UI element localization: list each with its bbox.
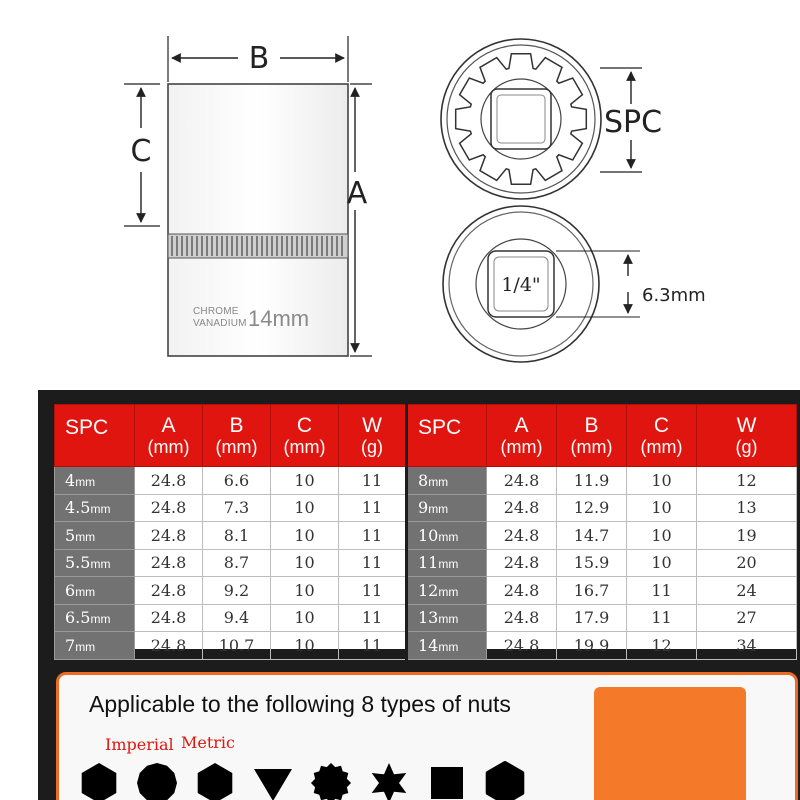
value-cell-w: 11 [339,494,407,522]
spc-cell [407,494,487,522]
spc-unit: mm [438,529,459,544]
dodecagon-icon [137,763,177,800]
spc-value: 9 [418,498,429,518]
header-c-left: C (mm) [271,405,339,467]
spc-value: 11 [418,553,439,573]
value-cell-c: 11 [627,604,697,632]
value-cell-b: 14.7 [557,522,627,550]
value-cell-c: 10 [627,549,697,577]
spc-value: 6 [65,580,76,600]
value-cell-c: 10 [271,494,339,522]
spc-cell [407,549,487,577]
value-cell-a: 24.8 [135,577,203,605]
value-cell-w: 20 [697,549,797,577]
value-cell-w: 19 [697,522,797,550]
metric-label: Metric [181,733,236,752]
value-cell-b: 9.4 [203,604,271,632]
spc-value: 4 [65,470,76,490]
spc-value: 5.5 [65,553,91,573]
rounded-hexagon-icon [488,763,523,800]
value-cell-c: 10 [271,604,339,632]
value-cell-c: 12 [627,632,697,660]
value-cell-b: 8.7 [203,549,271,577]
value-cell-b: 6.6 [203,467,271,495]
spec-panel [38,390,800,800]
imperial-label: Imperial [105,735,174,754]
orange-swatch [594,687,746,800]
triangle-icon [254,769,292,800]
spc-unit: mm [75,474,96,489]
value-cell-b: 8.1 [203,522,271,550]
value-cell-w: 13 [697,494,797,522]
brand-line-2: VANADIUM [193,318,247,329]
value-cell-c: 10 [271,577,339,605]
table-row [55,467,797,495]
socket-bottom-view [443,206,599,362]
spec-table-body [55,467,797,660]
value-cell-c: 10 [271,467,339,495]
table-row [55,522,797,550]
value-cell-a: 24.8 [487,549,557,577]
header-b-right: B (mm) [557,405,627,467]
value-cell-a: 24.8 [135,522,203,550]
socket-top-view [441,39,601,199]
spc-value: 4.5 [65,498,91,518]
spc-unit: mm [438,584,459,599]
value-cell-a: 24.8 [487,604,557,632]
spc-value: 7 [65,635,76,655]
spc-cell [55,577,135,605]
value-cell-a: 24.8 [135,632,203,660]
nut-shapes-row [77,755,577,800]
value-cell-c: 10 [271,632,339,660]
spc-value: 5 [65,525,76,545]
spc-unit: mm [428,474,449,489]
value-cell-w: 11 [339,522,407,550]
value-cell-a: 24.8 [487,632,557,660]
spc-unit: mm [90,557,111,572]
nut-types-title: Applicable to the following 8 types of nuts [89,691,511,717]
dimension-a-label: A [346,176,368,211]
header-a-left: A (mm) [135,405,203,467]
brand-line-1: CHROME [193,306,239,317]
drive-depth-label: 6.3mm [642,285,706,306]
value-cell-b: 17.9 [557,604,627,632]
header-spc-left: SPC [55,405,135,467]
spc-cell [407,604,487,632]
value-cell-c: 10 [271,522,339,550]
value-cell-b: 9.2 [203,577,271,605]
value-cell-w: 11 [339,604,407,632]
value-cell-w: 27 [697,604,797,632]
spc-value: 12 [418,580,439,600]
table-row [55,632,797,660]
value-cell-b: 7.3 [203,494,271,522]
spc-unit: mm [90,502,111,517]
header-w-left: W (g) [339,405,407,467]
spc-value: 10 [418,525,439,545]
spec-table-wrapper [54,404,796,655]
dimension-spc [600,68,662,172]
spc-unit: mm [75,584,96,599]
table-row [55,577,797,605]
spc-cell [55,604,135,632]
spc-cell [55,467,135,495]
value-cell-w: 11 [339,549,407,577]
value-cell-w: 24 [697,577,797,605]
spc-cell [55,549,135,577]
value-cell-a: 24.8 [135,604,203,632]
value-cell-w: 12 [697,467,797,495]
spc-cell [55,494,135,522]
value-cell-c: 10 [271,549,339,577]
value-cell-b: 10.7 [203,632,271,660]
value-cell-c: 10 [627,494,697,522]
spc-cell [407,522,487,550]
spc-cell [55,632,135,660]
header-spc-right: SPC [407,405,487,467]
spc-value: 14 [418,635,439,655]
value-cell-a: 24.8 [135,549,203,577]
spc-unit: mm [438,639,459,654]
nut-types-card [56,672,798,800]
table-header-row [55,405,797,467]
dimension-a [347,84,372,356]
drive-size-label: 1/4" [501,274,541,296]
table-row [55,494,797,522]
spc-value: 8 [418,470,429,490]
header-b-left: B (mm) [203,405,271,467]
hexagon-icon [82,763,117,800]
dimension-c-label: C [130,134,152,169]
value-cell-c: 10 [627,522,697,550]
spc-unit: mm [75,639,96,654]
value-cell-w: 34 [697,632,797,660]
value-cell-a: 24.8 [135,494,203,522]
spc-value: 13 [418,608,439,628]
spline-icon [311,763,351,800]
dimension-b [168,36,348,82]
value-cell-c: 10 [627,467,697,495]
spc-value: 6.5 [65,608,91,628]
spc-unit: mm [438,557,459,572]
spc-cell [407,632,487,660]
spc-cell [407,467,487,495]
spc-cell [55,522,135,550]
spc-unit: mm [428,502,449,517]
hexagon-icon [198,763,233,800]
spc-unit: mm [438,612,459,627]
value-cell-c: 11 [627,577,697,605]
knurled-band [172,236,342,256]
socket-dimension-diagram [0,0,800,380]
value-cell-b: 19.9 [557,632,627,660]
dimension-spc-label: SPC [604,105,663,140]
star-icon [372,763,407,800]
value-cell-w: 11 [339,632,407,660]
value-cell-b: 15.9 [557,549,627,577]
table-row [55,549,797,577]
spc-unit: mm [75,529,96,544]
value-cell-w: 11 [339,467,407,495]
header-a-right: A (mm) [487,405,557,467]
value-cell-a: 24.8 [135,467,203,495]
value-cell-b: 11.9 [557,467,627,495]
spec-table [54,404,797,660]
header-c-right: C (mm) [627,405,697,467]
value-cell-a: 24.8 [487,494,557,522]
socket-side-view [168,84,348,356]
value-cell-w: 11 [339,577,407,605]
header-w-right: W (g) [697,405,797,467]
dimension-b-label: B [248,41,270,76]
table-row [55,604,797,632]
value-cell-a: 24.8 [487,522,557,550]
square-icon [431,767,463,799]
dimension-c [124,84,160,226]
value-cell-a: 24.8 [487,467,557,495]
value-cell-b: 16.7 [557,577,627,605]
value-cell-b: 12.9 [557,494,627,522]
spc-unit: mm [90,612,111,627]
engraved-size: 14mm [248,306,310,331]
spc-cell [407,577,487,605]
value-cell-a: 24.8 [487,577,557,605]
